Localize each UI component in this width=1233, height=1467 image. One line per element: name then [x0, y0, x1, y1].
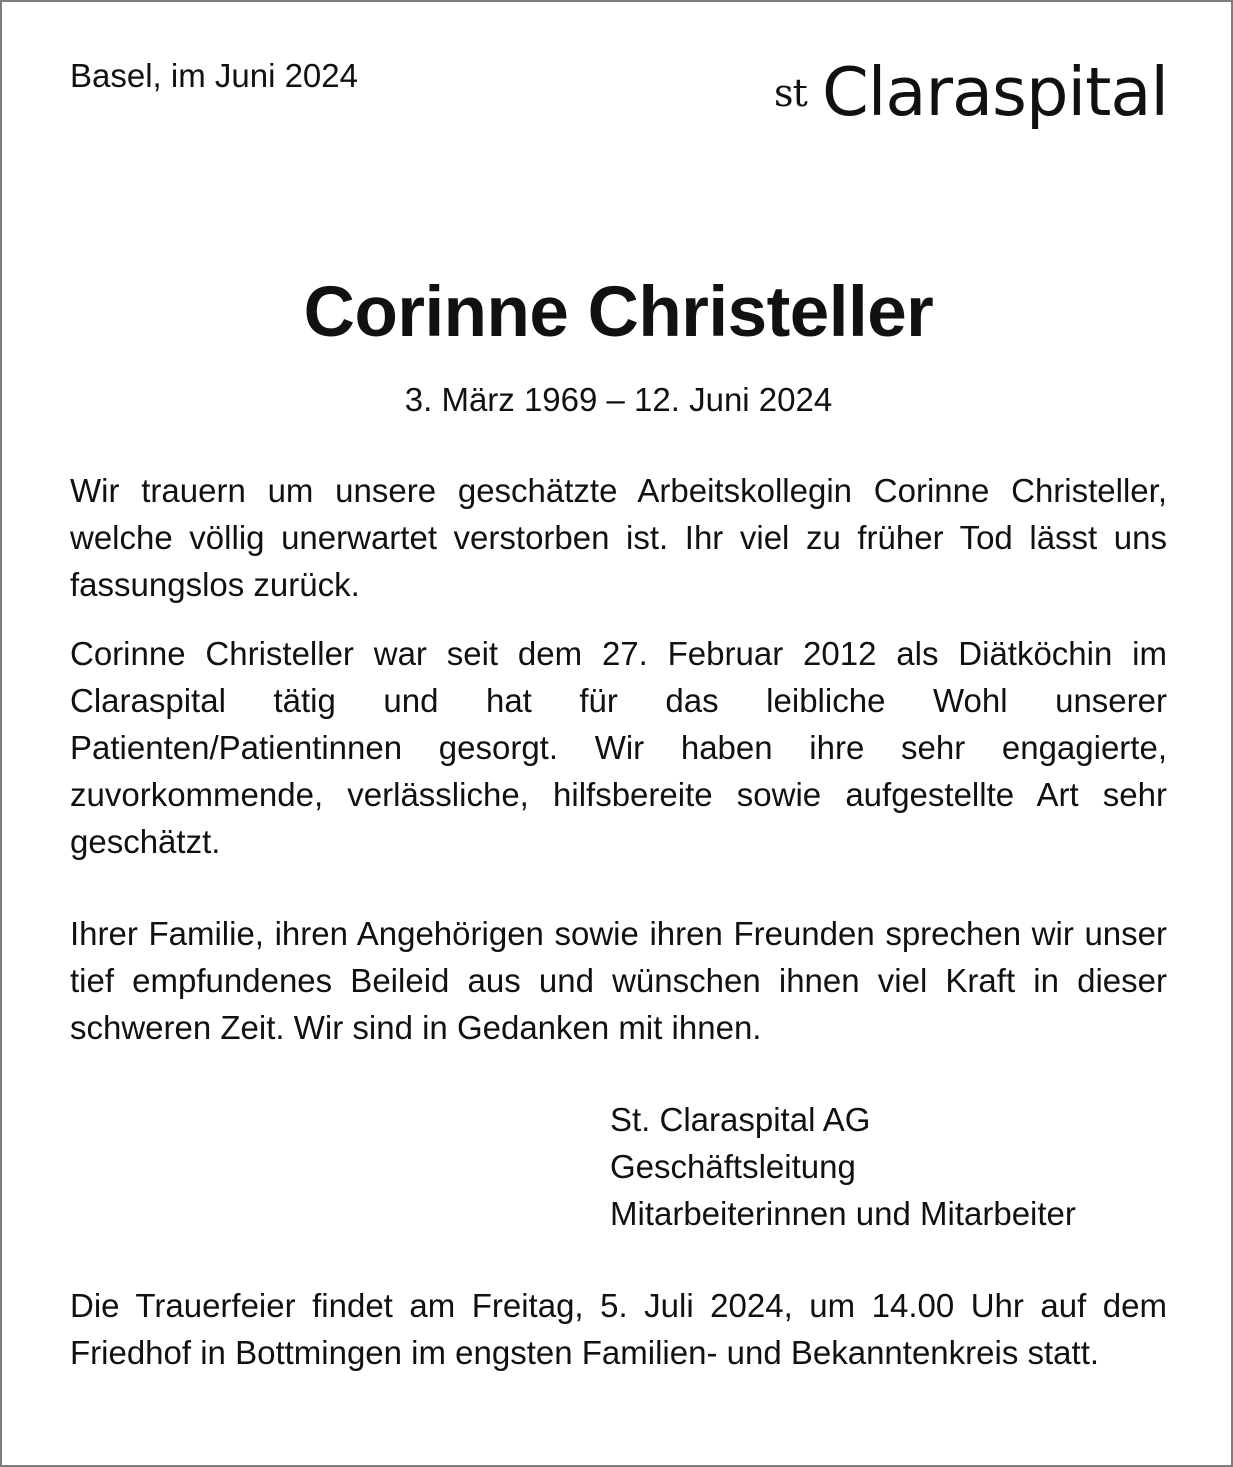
deceased-name: Corinne Christeller [303, 273, 934, 352]
condolence-paragraph-3: Ihrer Familie, ihren Angehörigen sowie ihren Freunden sprechen wir unser tief empfundenes Beileid aus und wünschen ihnen viel Kraft in dieser schweren Zeit. Wir sind in Gedanken mit ihnen. [70, 915, 1167, 1046]
signature-block [610, 1096, 1076, 1237]
condolence-paragraph-2: Corinne Christeller war seit dem 27. Februar 2012 als Diätköchin im Claraspital tätig und hat für das leibliche Wohl unserer Patienten/Patientinnen gesorgt. Wir haben ihre sehr engagierte, zuvorkommende, verlässliche, hilfsbereite sowie aufgestellte Art sehr geschätzt. [70, 635, 1167, 860]
condolence-paragraph-1: Wir trauern um unsere geschätzte Arbeitskollegin Corinne Christeller, welche völlig unerwartet verstorben ist. Ihr viel zu früher Tod lässt uns fassungslos zurück. [70, 472, 1167, 603]
signature-line: Mitarbeiterinnen und Mitarbeiter [610, 1195, 1076, 1232]
logo-st-mark: st [774, 71, 807, 115]
ceremony-notice: Die Trauerfeier findet am Freitag, 5. Juli 2024, um 14.00 Uhr auf dem Friedhof in Bottmingen im engsten Familien- und Bekanntenkreis statt. [70, 1287, 1167, 1371]
place-date: Basel, im Juni 2024 [70, 57, 358, 94]
signature-line: Geschäftsleitung [610, 1148, 856, 1185]
logo-wordmark: Claraspital [822, 53, 1169, 131]
life-dates: 3. März 1969 – 12. Juni 2024 [404, 381, 833, 418]
signature-line: St. Claraspital AG [610, 1101, 871, 1138]
